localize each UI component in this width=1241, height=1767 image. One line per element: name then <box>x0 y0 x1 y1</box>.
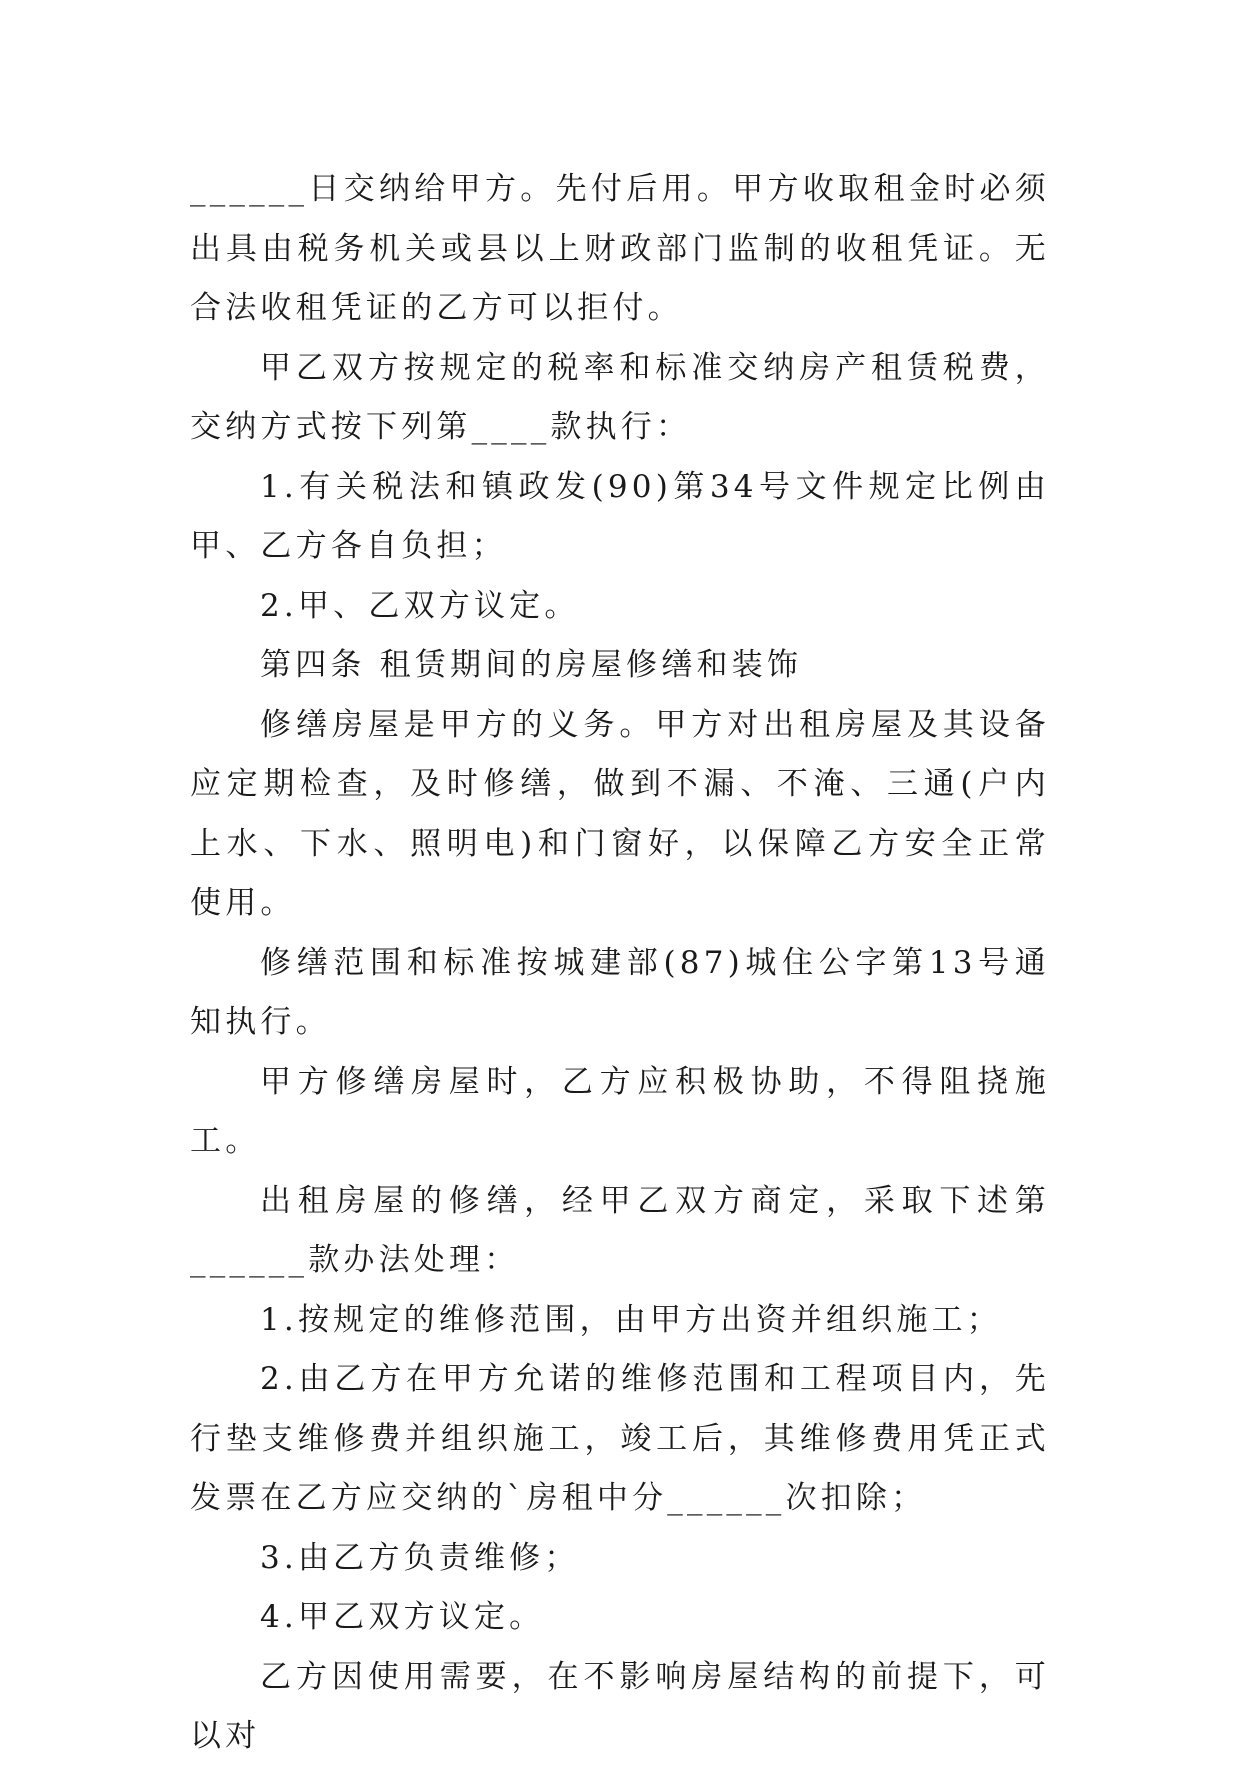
paragraph-repair-option-1: 1.按规定的维修范围，由甲方出资并组织施工； <box>260 1301 1002 1338</box>
paragraph-repair-option-3: 3.由乙方负责维修； <box>260 1539 580 1576</box>
paragraph-decoration-start: 乙方因使用需要，在不影响房屋结构的前提下，可以对 <box>190 1658 1050 1754</box>
document-body <box>190 160 1050 1767</box>
paragraph-tax-option-2: 2.甲、乙双方议定。 <box>260 587 580 624</box>
paragraph-repair-cooperation: 甲方修缮房屋时，乙方应积极协助，不得阻挠施工。 <box>190 1063 1050 1159</box>
paragraph-repair-option-2: 2.由乙方在甲方允诺的维修范围和工程项目内，先行垫支维修费并组织施工，竣工后，其维修费用凭正式发票在乙方应交纳的`房租中分______次扣除； <box>190 1361 1050 1516</box>
paragraph-repair-method: 出租房屋的修缮，经甲乙双方商定，采取下述第______款办法处理： <box>190 1182 1050 1278</box>
article-4-heading: 第四条 租赁期间的房屋修缮和装饰 <box>260 647 803 683</box>
paragraph-tax-option-1: 1.有关税法和镇政发(90)第34号文件规定比例由甲、乙方各自负担； <box>190 468 1050 564</box>
paragraph-tax-fee-method: 甲乙双方按规定的税率和标准交纳房产租赁税费，交纳方式按下列第____款执行： <box>190 349 1050 445</box>
paragraph-repair-scope: 修缮范围和标准按城建部(87)城住公字第13号通知执行。 <box>190 944 1050 1040</box>
paragraph-repair-option-4: 4.甲乙双方议定。 <box>260 1599 545 1635</box>
paragraph-repair-obligation: 修缮房屋是甲方的义务。甲方对出租房屋及其设备应定期检查，及时修缮，做到不漏、不淹、三通(户内上水、下水、照明电)和门窗好，以保障乙方安全正常使用。 <box>190 706 1050 921</box>
paragraph-rent-payment-receipt: ______日交纳给甲方。先付后用。甲方收取租金时必须出具由税务机关或县以上财政部门监制的收租凭证。无合法收租凭证的乙方可以拒付。 <box>190 171 1050 326</box>
